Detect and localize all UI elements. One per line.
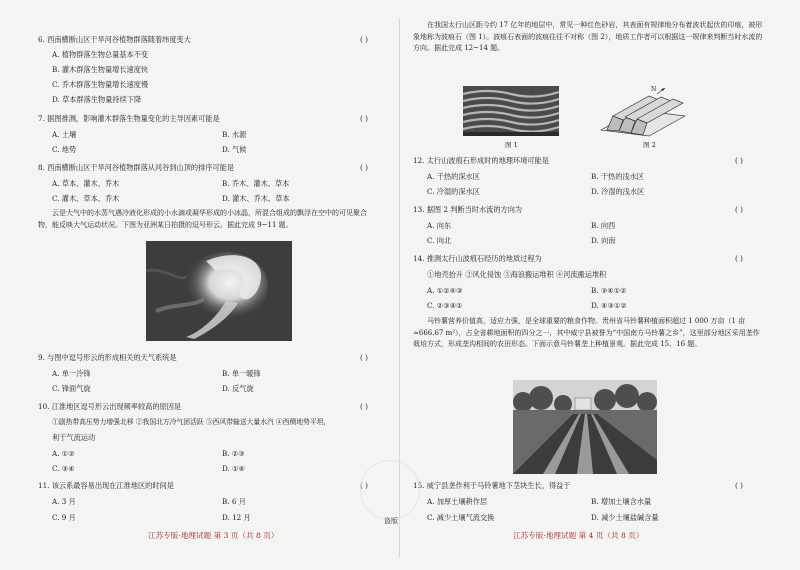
q9-option-d: D. 反气旋: [222, 384, 254, 393]
q10-option-c: C. ③④: [52, 464, 75, 473]
q11-option-c: C. 9 月: [52, 513, 76, 522]
q14-option-a: A. ①②④③: [427, 286, 463, 295]
q12-option-d: D. 冷湿的浅水区: [591, 187, 645, 196]
q8-option-b: B. 乔木、灌木、草本: [222, 179, 290, 188]
page-4: [405, 0, 800, 570]
q14-answer-blank: ( ): [735, 254, 743, 263]
q11-answer-blank: ( ): [360, 481, 368, 490]
q10-statements: ①副热带高压势力增强北移 ②我国北方冷气团活跃 ③西风带输送大量水汽 ④西侧地势平坦，: [52, 418, 331, 426]
q15-stem: 15. 威宁县垄作利于马铃薯地下茎块生长，得益于: [413, 481, 571, 490]
q8-answer-blank: ( ): [360, 163, 368, 172]
q15-option-c: C. 减少土壤气流交换: [427, 513, 495, 522]
figure-2-caption: 图 2: [643, 141, 656, 149]
q9-option-b: B. 单一暖锋: [222, 369, 261, 378]
q11-option-b: B. 6 月: [222, 497, 246, 506]
q7-stem: 7. 据图推测，影响灌木群落生物量变化的主导因素可能是: [38, 114, 220, 123]
q12-option-c: C. 冷湿的深水区: [427, 187, 480, 196]
q14-option-c: C. ②③④①: [427, 301, 463, 310]
q6-option-b: B. 灌木群落生物量增长速度快: [52, 65, 149, 74]
q8-option-d: D. 灌木、乔木、草本: [222, 194, 290, 203]
q12-option-b: B. 干热的浅水区: [591, 172, 644, 181]
q13-option-c: C. 向北: [427, 236, 452, 245]
q10-option-b: B. ②③: [222, 449, 245, 458]
intro-12-14: 在我国太行山区距今约 17 亿年的地层中，常见一种红色砂岩，其表面有规律地分布着波状起伏的印痕，被形象地称为波痕石（图 1）。波痕石表面的波痕往往不对称（图 2），地质工作者可以根据这一规律来判断当时水流的方向。据此完成 12~14 题。: [413, 21, 763, 52]
q12-stem: 12. 太行山波痕石形成时的地理环境可能是: [413, 156, 549, 165]
q14-option-d: D. ④③①②: [591, 301, 627, 310]
comma-cloud-satellite-image: [146, 241, 292, 341]
page-footer-3: 江苏专版·地理试题 第 3 页（共 8 页）: [148, 531, 279, 540]
ripple-rock-photo: [463, 86, 559, 136]
q7-option-b: B. 水源: [222, 130, 247, 139]
q13-option-d: D. 向南: [591, 236, 616, 245]
q7-option-a: A. 土壤: [52, 130, 77, 139]
q6-option-a: A. 植物群落生物总量基本不变: [52, 50, 149, 59]
q12-option-a: A. 干热的深水区: [427, 172, 480, 181]
page-3: [0, 0, 395, 570]
q6-option-d: D. 草本群落生物量持续下降: [52, 95, 142, 104]
q10-stem: 10. 江淮地区逗号形云出现频率较高的原因是: [38, 402, 182, 411]
q10-option-a: A. ①②: [52, 449, 75, 458]
q13-answer-blank: ( ): [735, 205, 743, 214]
potato-ridge-field-photo: [513, 380, 657, 474]
q9-answer-blank: ( ): [360, 353, 368, 362]
q7-option-c: C. 地势: [52, 145, 77, 154]
ripple-cross-section-diagram: [593, 86, 693, 142]
q13-stem: 13. 据图 2 判断当时水流的方向为: [413, 205, 523, 214]
q10-option-d: D. ①④: [222, 464, 245, 473]
q15-option-b: B. 增加土壤含水量: [591, 497, 652, 506]
q8-option-a: A. 草本、灌木、乔木: [52, 179, 120, 188]
page-footer-4: 江苏专版·地理试题 第 4 页（共 8 页）: [513, 531, 644, 540]
piracy-stamp-text: 盗版: [384, 517, 398, 525]
intro-15-16: 马铃薯营养价值高，适应力强，是全球重要的粮食作物。贵州省马铃薯种植面积超过 1 000 万亩（1 亩≈666.67 m²），占全省耕地面积的四分之一，其中威宁县被誉为“中国南方马铃薯之乡”，这里部分地区采用垄作栽培方式，形成垄沟相间的农田形态。下面示意马铃薯垄上种植景观。据此完成 15、16 题。: [413, 317, 760, 348]
q13-option-b: B. 向西: [591, 221, 616, 230]
q15-option-d: D. 减少土壤盐碱含量: [591, 513, 659, 522]
q6-option-c: C. 乔木群落生物量增长速度慢: [52, 80, 149, 89]
q6-answer-blank: ( ): [360, 35, 368, 44]
q10-answer-blank: ( ): [360, 402, 368, 411]
q15-answer-blank: ( ): [735, 481, 743, 490]
q7-option-d: D. 气候: [222, 145, 247, 154]
intro-9-11: 云是大气中的水蒸气遇冷液化形成的小水滴或凝华形成的小冰晶，所混合组成的飘浮在空中的可见聚合物，能反映大气运动状况。下图为亚洲某日拍摄的逗号形云。据此完成 9~11 题。: [38, 209, 367, 229]
figure-1-caption: 图 1: [505, 141, 518, 149]
q8-stem: 8. 西南横断山区干旱河谷植物群落从河谷到山顶的排序可能是: [38, 163, 235, 172]
q13-option-a: A. 向东: [427, 221, 452, 230]
q14-stem: 14. 推测太行山波痕石经历的地质过程为: [413, 254, 542, 263]
q15-option-a: A. 加厚土壤耕作层: [427, 497, 488, 506]
q14-option-b: B. ③④①②: [591, 286, 627, 295]
q11-option-d: D. 12 月: [222, 513, 251, 522]
q9-stem: 9. 与图中逗号形云的形成相关的天气系统是: [38, 353, 177, 362]
q9-option-c: C. 锋面气旋: [52, 384, 91, 393]
q12-answer-blank: ( ): [735, 156, 743, 165]
q11-stem: 11. 该云系最容易出现在江淮地区的时间是: [38, 481, 174, 490]
q6-stem: 6. 西南横断山区干旱河谷植物群落随着纬度变大: [38, 35, 191, 44]
watermark-stamp: [360, 460, 420, 520]
q8-option-c: C. 灌木、草本、乔木: [52, 194, 120, 203]
q9-option-a: A. 单一冷锋: [52, 369, 91, 378]
q11-option-a: A. 3 月: [52, 497, 76, 506]
north-arrow-label: N: [651, 86, 657, 93]
q10-statements-cont: 利于气流运动: [52, 433, 96, 442]
q7-answer-blank: ( ): [360, 114, 368, 123]
q14-statements: ①地壳抬升 ②风化侵蚀 ③海浪搬运堆积 ④河流搬运堆积: [427, 270, 607, 279]
